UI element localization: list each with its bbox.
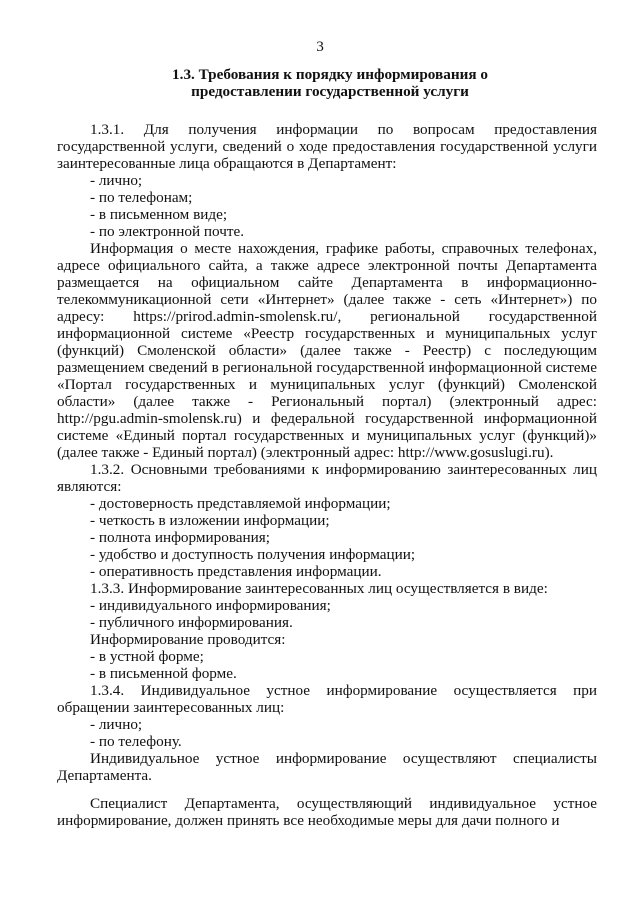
paragraph: Индивидуальное устное информирование осуществляют специалисты Департамента. (57, 750, 597, 784)
list-item: - по электронной почте. (90, 223, 245, 240)
list-item: - лично; (90, 716, 143, 733)
list-item: - полнота информирования; (90, 529, 270, 546)
paragraph: 1.3.3. Информирование заинтересованных лиц осуществляется в виде: (90, 580, 548, 597)
list-item: - в устной форме; (90, 648, 204, 665)
list-item: - удобство и доступность получения информации; (90, 546, 416, 563)
list-item: - достоверность представляемой информации; (90, 495, 391, 512)
section-title-line-1: 1.3. Требования к порядку информирования о (172, 66, 488, 83)
paragraph: 1.3.4. Индивидуальное устное информирование осуществляется при обращении заинтересованных лиц: (57, 682, 597, 716)
paragraph-spacer (57, 784, 597, 795)
list-item: - публичного информирования. (90, 614, 293, 631)
list-item: - индивидуального информирования; (90, 597, 331, 614)
list-item: - в письменной форме. (90, 665, 237, 682)
paragraph: Информация о месте нахождения, графике работы, справочных телефонах, адресе официального сайта, а также адресе электронной почты Департамента размещается на официальном сайте Департамента в информационно-телекоммуникационной сети «Интернет» (далее также - сеть «Интернет») по адресу: https://prirod.admin-smolensk.ru/, региональной государственной информационной системе «Реестр государственных и муниципальных услуг (функций) Смоленской области» (далее также - Реестр) с последующим размещением сведений в региональной государственной информационной системе «Портал государственных и муниципальных услуг (функций) Смоленской области» (далее также - Региональный портал) (электронный адрес: http://pgu.admin-smolensk.ru) и федеральной государственной информационной системе «Единый портал государственных и муниципальных услуг (функций)» (далее также - Единый портал) (электронный адрес: http://www.gosuslugi.ru). (57, 240, 597, 461)
list-item: - по телефону. (90, 733, 182, 750)
page-number: 3 (316, 38, 324, 55)
list-item: - оперативность представления информации. (90, 563, 382, 580)
paragraph: 1.3.1. Для получения информации по вопросам предоставления государственной услуги, сведений о ходе предоставления государственной услуги заинтересованные лица обращаются в Департамент: (57, 121, 597, 172)
paragraph: 1.3.2. Основными требованиями к информированию заинтересованных лиц являются: (57, 461, 597, 495)
list-item: - четкость в изложении информации; (90, 512, 330, 529)
document-body (57, 121, 597, 829)
paragraph: Информирование проводится: (90, 631, 286, 648)
list-item: - в письменном виде; (90, 206, 228, 223)
paragraph: Специалист Департамента, осуществляющий индивидуальное устное информирование, должен принять все необходимые меры для дачи полного и (57, 795, 597, 829)
list-item: - лично; (90, 172, 143, 189)
section-title (60, 66, 600, 100)
list-item: - по телефонам; (90, 189, 193, 206)
section-title-line-2: предоставлении государственной услуги (191, 83, 469, 100)
